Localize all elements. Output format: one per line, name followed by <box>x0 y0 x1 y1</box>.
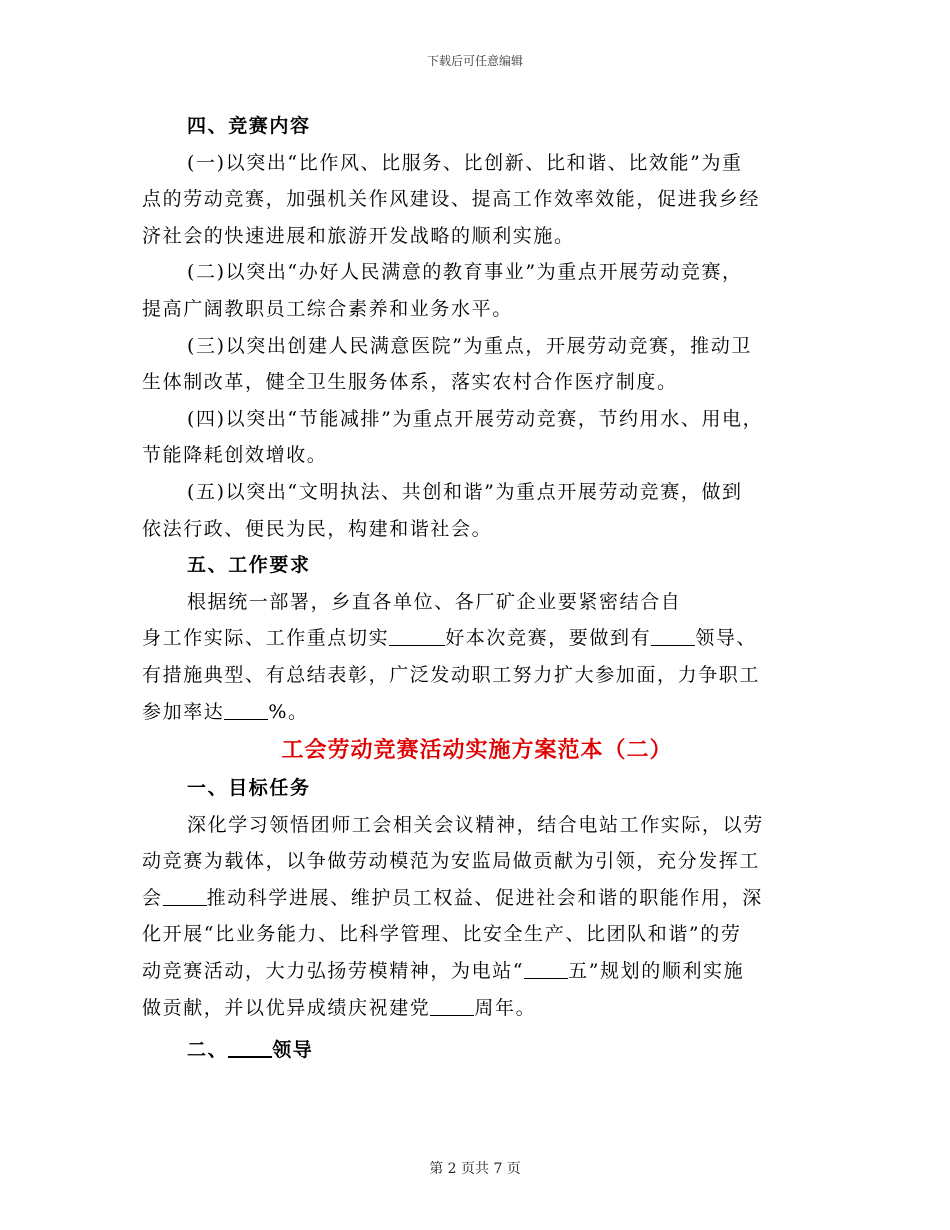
fill-blank <box>389 627 445 646</box>
text-segment: 好本次竞赛，要做到有 <box>445 627 652 650</box>
paragraph-line: 生体制改革，健全卫生服务体系，落实农村合作医疗制度。 <box>142 371 678 394</box>
paragraph-line: (三)以突出创建人民满意医院”为重点，开展劳动竞赛，推动卫 <box>187 334 752 357</box>
section-heading: 一、目标任务 <box>187 777 311 800</box>
section-heading: 五、工作要求 <box>187 554 311 577</box>
paragraph-line: 节能降耗创效增收。 <box>142 444 328 467</box>
paragraph-line <box>142 694 812 731</box>
paragraph-line: (四)以突出“节能减排”为重点开展劳动竞赛，节约用水、用电， <box>187 407 764 430</box>
text-segment: 推动科学进展、维护员工权益、促进社会和谐的职能作用，深 <box>206 886 763 909</box>
text-segment: %。 <box>268 700 309 723</box>
text-segment: 领导、 <box>695 627 758 650</box>
text-segment: 周年。 <box>474 996 537 1019</box>
paragraph-line: 济社会的快速进展和旅游开发战略的顺利实施。 <box>142 224 575 247</box>
paragraph-line: 有措施典型、有总结表彰，广泛发动职工努力扩大参加面，力争职工 <box>142 663 761 686</box>
paragraph-line <box>142 620 812 657</box>
document-body <box>142 108 812 1069</box>
paragraph-line: (一)以突出“比作风、比服务、比创新、比和谐、比效能”为重 <box>187 151 743 174</box>
paragraph-line: 点的劳动竞赛，加强机关作风建设、提高工作效率效能，促进我乡经 <box>142 188 761 211</box>
paragraph-line <box>142 953 812 990</box>
paragraph-line: 依法行政、便民为民，构建和谐社会。 <box>142 517 493 540</box>
paragraph-line: 化开展“比业务能力、比科学管理、比安全生产、比团队和谐”的劳 <box>142 923 742 946</box>
text-segment: 五”规划的顺利实施 <box>568 960 745 983</box>
text-segment: 领导 <box>272 1039 314 1062</box>
page-footer: 第 2 页共 7 页 <box>429 1161 521 1177</box>
fill-blank <box>224 701 268 720</box>
paragraph-line: 根据统一部署，乡直各单位、各厂矿企业要紧密结合自 <box>187 590 682 613</box>
paragraph-line: 深化学习领悟团师工会相关会议精神，结合电站工作实际，以劳 <box>187 813 764 836</box>
paragraph-line <box>142 990 812 1027</box>
paragraph-line: 提高广阔教职员工综合素养和业务水平。 <box>142 297 513 320</box>
fill-blank <box>163 887 207 906</box>
paragraph-line: (二)以突出“办好人民满意的教育事业”为重点开展劳动竞赛， <box>187 261 743 284</box>
fill-blank <box>228 1038 272 1058</box>
text-segment: 动竞赛活动，大力弘扬劳模精神，为电站“ <box>142 960 525 983</box>
paragraph-line <box>142 880 812 917</box>
text-segment: 做贡献，并以优异成绩庆祝建党 <box>142 996 431 1019</box>
section-heading: 四、竞赛内容 <box>187 115 311 137</box>
paragraph-line: (五)以突出“文明执法、共创和谐”为重点开展劳动竞赛，做到 <box>187 480 743 503</box>
document-title: 工会劳动竞赛活动实施方案范本（二） <box>281 737 673 764</box>
text-segment: 参加率达 <box>142 700 225 723</box>
fill-blank <box>524 960 568 979</box>
page-header: 下载后可任意编辑 <box>426 54 523 68</box>
section-heading <box>142 1032 812 1069</box>
fill-blank <box>651 627 695 646</box>
text-segment: 会 <box>142 886 163 909</box>
text-segment: 身工作实际、工作重点切实 <box>142 627 390 650</box>
fill-blank <box>430 997 474 1016</box>
text-segment: 二、 <box>187 1039 229 1062</box>
paragraph-line: 动竞赛为载体，以争做劳动模范为安监局做贡献为引领，充分发挥工 <box>142 850 761 873</box>
